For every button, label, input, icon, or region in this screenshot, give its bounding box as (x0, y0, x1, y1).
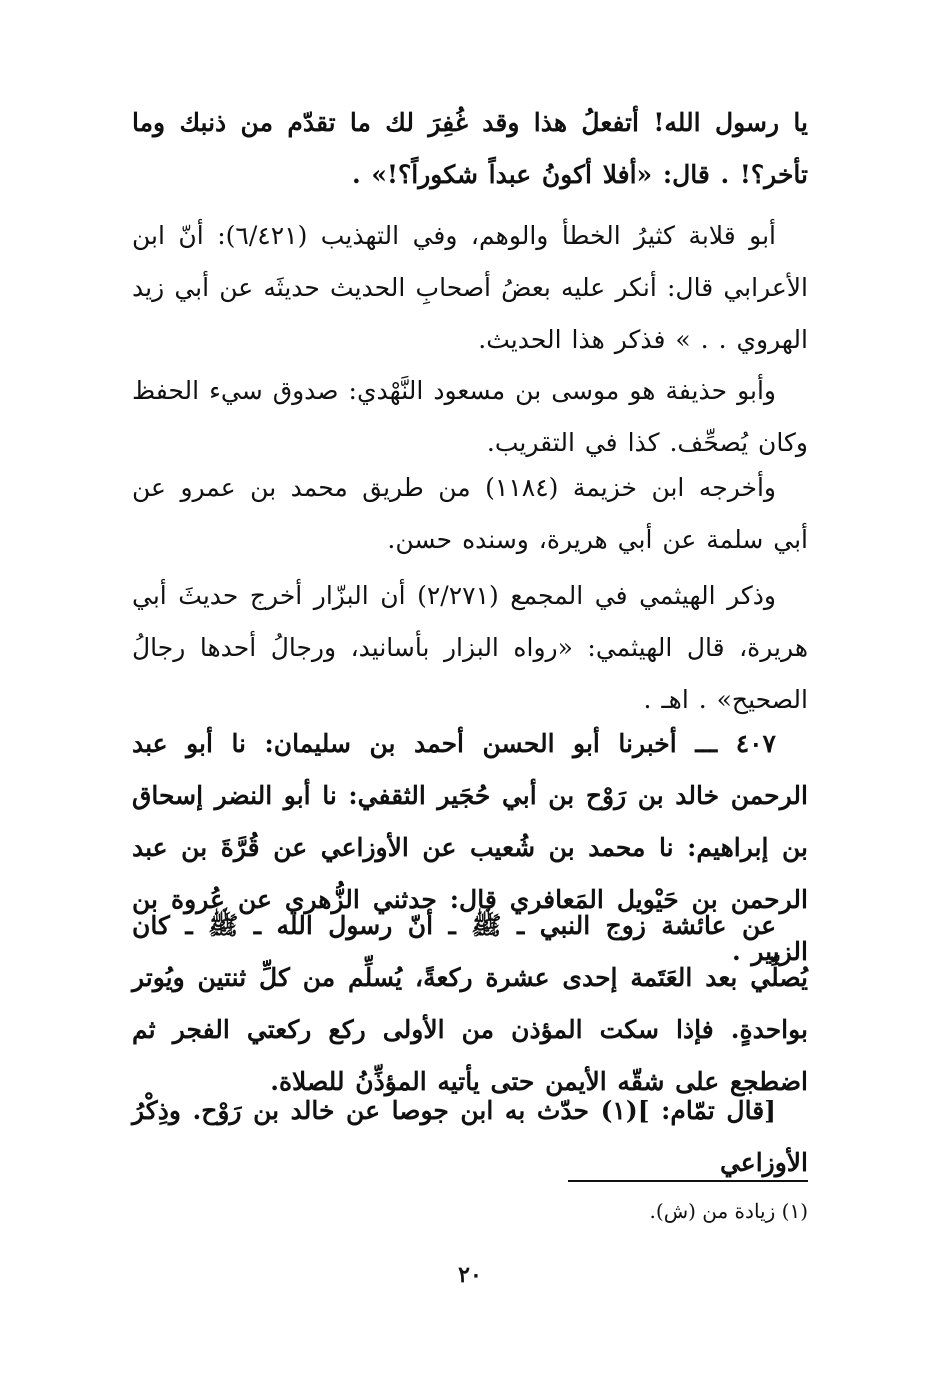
paragraph-text: وأخرجه ابن خزيمة (١١٨٤) من طريق محمد بن عمرو عن أبي سلمة عن أبي هريرة، وسنده حسن. (132, 473, 808, 554)
paragraph-text: وذكر الهيثمي في المجمع (٢/٢٧١) أن البزّار أخرج حديثَ أبي هريرة، قال الهيثمي: «رواه البزار بأسانيد، ورجالُ أحدها رجالُ الصحيح» . اهـ . (132, 581, 808, 714)
paragraph-text: ٤٠٧ ـــ أخبرنا أبو الحسن أحمد بن سليمان: نا أبو عبد الرحمن خالد بن رَوْح بن أبي حُجَير الثقفي: نا أبو النضر إسحاق بن إبراهيم: نا محمد بن شُعيب عن الأوزاعي عن قُرَّةَ بن عبد الرحمن بن حَيْويل المَعافري قال: حدثني الزُّهري عن عُروة بن الزبير . (132, 729, 808, 966)
paragraph-hadith-ending (132, 97, 808, 201)
paragraph-abu-hudhayfa (132, 365, 808, 469)
paragraph-tammam-note (132, 1085, 808, 1189)
footnote-separator (568, 1180, 808, 1182)
page-number: ٢٠ (458, 1262, 482, 1288)
paragraph-text: عن عائشة زوج النبي ـ ﷺ ـ أنّ رسول الله ـ ﷺ ـ كان يُصلِّي بعد العَتَمة إحدى عشرة ركعةً، يُسلِّم من كلِّ ثنتين ويُوتر بواحدةٍ. فإذا سكت المؤذن من الأولى ركع ركعتي الفجر ثم اضطجع على شقّه الأيمن حتى يأتيه المؤذِّنُ للصلاة. (132, 911, 808, 1096)
paragraph-abu-qilaba (132, 210, 808, 366)
paragraph-haythami (132, 570, 808, 726)
paragraph-hadith-407-matn (132, 900, 808, 1108)
paragraph-text: وأبو حذيفة هو موسى بن مسعود النَّهْدي: صدوق سيء الحفظ وكان يُصحِّف. كذا في التقريب. (132, 376, 808, 457)
paragraph-text: [قال تمّام: ](١) حدّث به ابن جوصا عن خالد بن رَوْح. وذِكْرُ الأوزاعي (132, 1096, 808, 1177)
paragraph-ibn-khuzayma (132, 462, 808, 566)
footnote: (١) زيادة من (ش). (649, 1199, 808, 1223)
paragraph-text: يا رسول الله! أتفعلُ هذا وقد غُفِرَ لك ما تقدّم من ذنبك وما تأخر؟! . قال: «أفلا أكونُ عبداً شكوراً؟!» . (132, 108, 808, 189)
paragraph-text: أبو قلابة كثيرُ الخطأ والوهم، وفي التهذيب (٦/٤٢١): أنّ ابن الأعرابي قال: أنكر عليه بعضُ أصحابِ الحديث حديثَه عن أبي زيد الهروي . . » فذكر هذا الحديث. (132, 221, 808, 354)
